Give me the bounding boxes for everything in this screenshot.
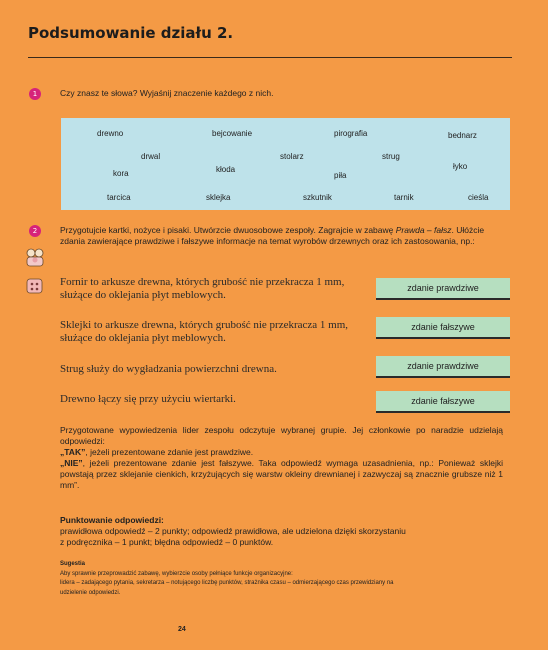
word-item: pirografia (334, 129, 368, 138)
word-item: drewno (97, 129, 124, 138)
statement-tag: zdanie fałszywe (376, 391, 510, 413)
scoring-section: Punktowanie odpowiedzi: prawidłowa odpowiedź – 2 punkty; odpowiedź prawidłowa, ale udzielona dzięki skorzystaniu z podręcznika – 1 punkt; błędna odpowiedź – 0 punktów. (60, 515, 406, 547)
title-divider (28, 57, 512, 58)
word-item: strug (382, 152, 400, 161)
group-icon (24, 246, 46, 273)
word-item: tarnik (394, 193, 414, 202)
suggestion-box: Sugestia Aby sprawnie przeprowadzić zabawę, wybierzcie osoby pełniące funkcje organizacyjne: lidera – zadającego pytania, sekretarza – notującego liczbę punktów, strażnika czasu – odmierzającego czas przewidziany na udzielenie odpowiedzi. (60, 561, 394, 596)
statement-text: Strug służy do wygładzania powierzchni drewna. (60, 363, 277, 375)
word-item: cieśla (468, 193, 489, 202)
game-explanation: Przygotowane wypowiedzenia lider zespołu odczytuje wybranej grupie. Jej członkowie po naradzie udzielają odpowiedzi: „TAK”, jeżeli prezentowane zdanie jest prawdziwe. „NIE”, jeżeli prezentowane zdanie jest fałszywe. Taka odpowiedź wymaga uzasadnienia, np.: Ponieważ sklejki powstają przez sklejanie cienkich, krzyżujących się warstw okleiny drewnianej i zazwyczaj są znacznie grubsze niż 1 mm”. (60, 425, 503, 490)
word-item: sklejka (206, 193, 231, 202)
task-2-intro: Przygotujcie kartki, nożyce i pisaki. Utwórzcie dwuosobowe zespoły. Zagrajcie w zabawę Prawda – fałsz. Ułóżcie zdania zawierające prawdziwe i fałszywe informacje na temat wyrobów drzewnych oraz ich zastosowania, np.: (60, 225, 485, 246)
word-box (61, 118, 510, 210)
word-item: drwal (141, 152, 161, 161)
word-item: bednarz (448, 131, 477, 140)
statement-text: Sklejki to arkusze drewna, których grubość nie przekracza 1 mm, służące do oklejania płyt meblowych. (60, 319, 349, 344)
word-item: tarcica (107, 193, 131, 202)
word-item: szkutnik (303, 193, 332, 202)
statement-text: Drewno łączy się przy użyciu wiertarki. (60, 393, 236, 405)
statement-tag: zdanie prawdziwe (376, 278, 510, 300)
statement-tag: zdanie prawdziwe (376, 356, 510, 378)
puzzle-icon (24, 275, 46, 302)
page-number: 24 (178, 626, 186, 633)
word-item: kłoda (216, 165, 236, 174)
word-item: stolarz (280, 152, 304, 161)
statement-text: Fornir to arkusze drewna, których grubość nie przekracza 1 mm, służące do oklejania płyt meblowych. (60, 276, 345, 301)
statement-tag: zdanie fałszywe (376, 317, 510, 339)
word-item: piła (334, 171, 347, 180)
word-item: bejcowanie (212, 129, 253, 138)
word-item: łyko (453, 162, 468, 171)
word-item: kora (113, 169, 129, 178)
task-1-question: Czy znasz te słowa? Wyjaśnij znaczenie każdego z nich. (60, 88, 274, 98)
task-1-number: 1 (29, 88, 41, 100)
page-title: Podsumowanie działu 2. (28, 24, 234, 42)
task-2-number: 2 (29, 225, 41, 237)
